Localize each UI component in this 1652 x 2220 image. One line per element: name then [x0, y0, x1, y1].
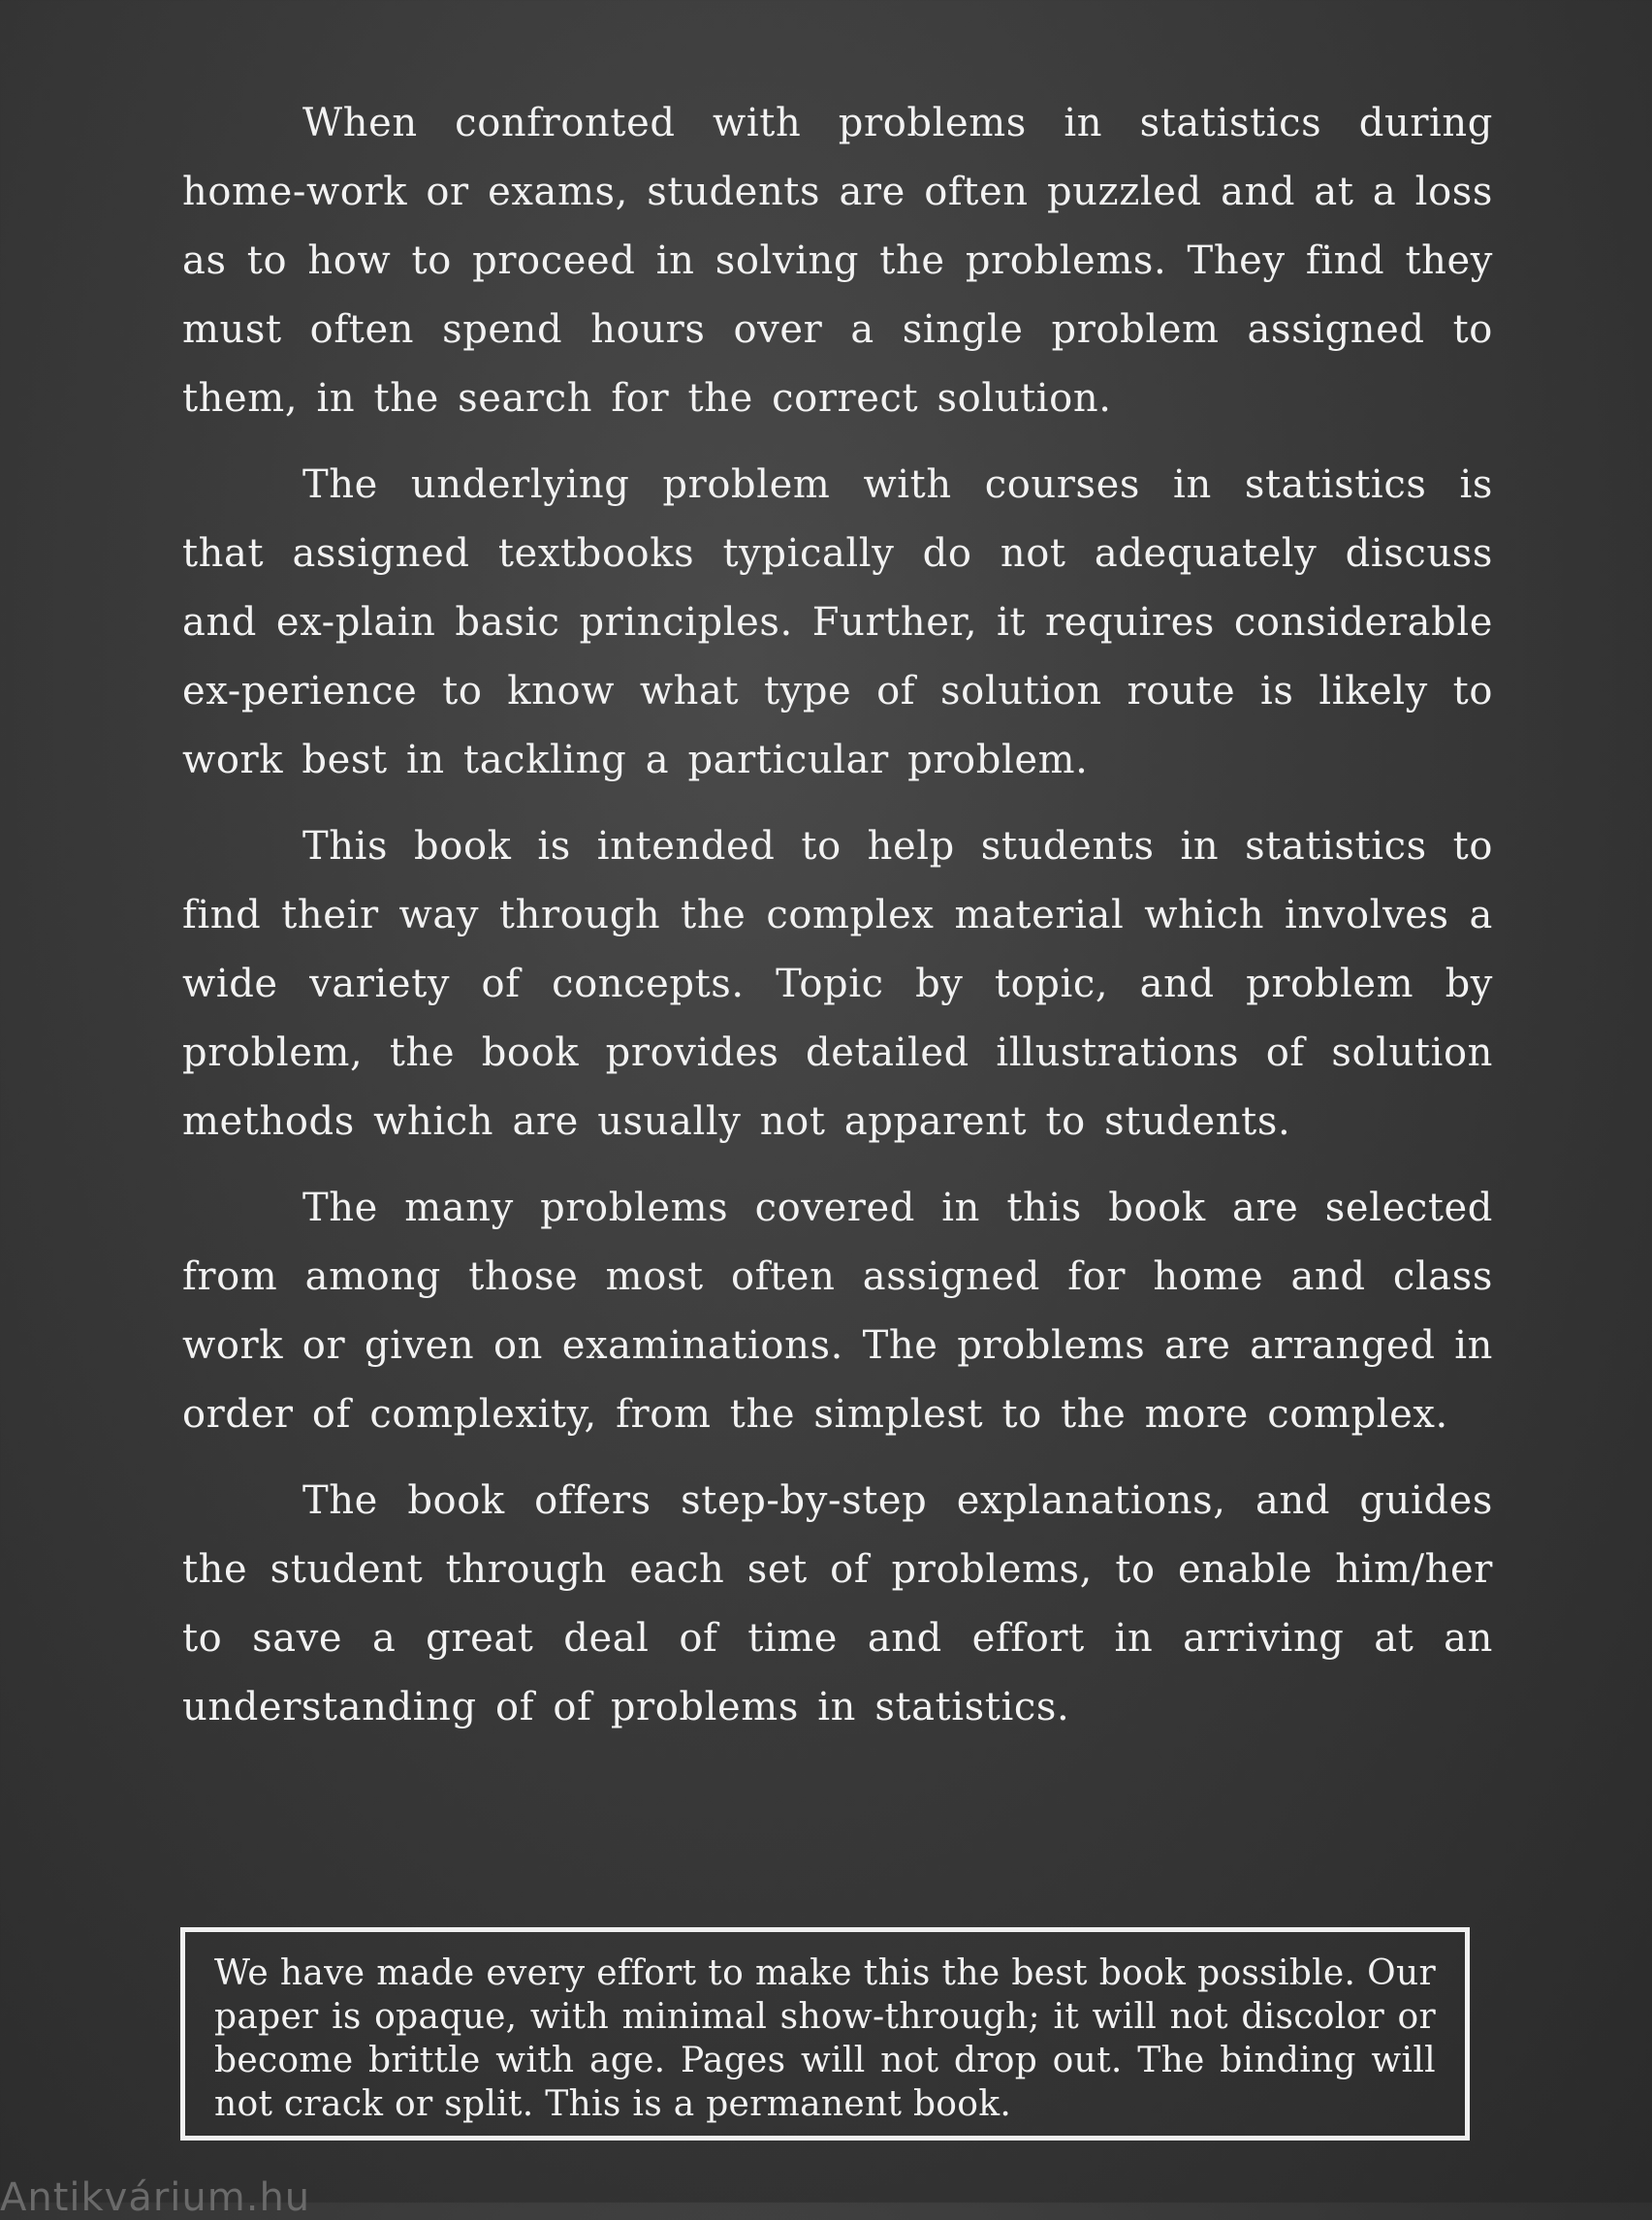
watermark: Antikvárium.hu [0, 2175, 311, 2220]
blurb-paragraph-2: The underlying problem with courses in statistics is that assigned textbooks typically do not adequately discuss and ex-plain basic principles. Further, it requires considerable ex-perience to know what type of solution route is likely to work best in tackling a particular problem. [182, 462, 1493, 782]
blurb-paragraph-5: The book offers step-by-step explanations, and guides the student through each set of problems, to enable him/her to save a great deal of time and effort in arriving at an understanding of of problems in statistics. [182, 1478, 1493, 1729]
blurb-paragraph-1: When confronted with problems in statistics during home-work or exams, students are often puzzled and at a loss as to how to proceed in solving the problems. They find they must often spend hours over a single problem assigned to them, in the search for the correct solution. [182, 101, 1493, 421]
notice-text: We have made every effort to make this the best book possible. Our paper is opaque, with minimal show-through; it will not discolor or become brittle with age. Pages will not drop out. The binding will not crack or split. This is a permanent book. [214, 1953, 1436, 2124]
permanent-book-notice [180, 1927, 1470, 2141]
blurb-paragraph-3: This book is intended to help students in statistics to find their way through the complex material which involves a wide variety of concepts. Topic by topic, and problem by problem, the book provides detailed illustrations of solution methods which are usually not apparent to students. [182, 824, 1493, 1144]
cover-blurb [182, 89, 1493, 1760]
blurb-paragraph-4: The many problems covered in this book are selected from among those most often assigned for home and class work or given on examinations. The problems are arranged in order of complexity, from the simplest to the more complex. [182, 1186, 1493, 1437]
